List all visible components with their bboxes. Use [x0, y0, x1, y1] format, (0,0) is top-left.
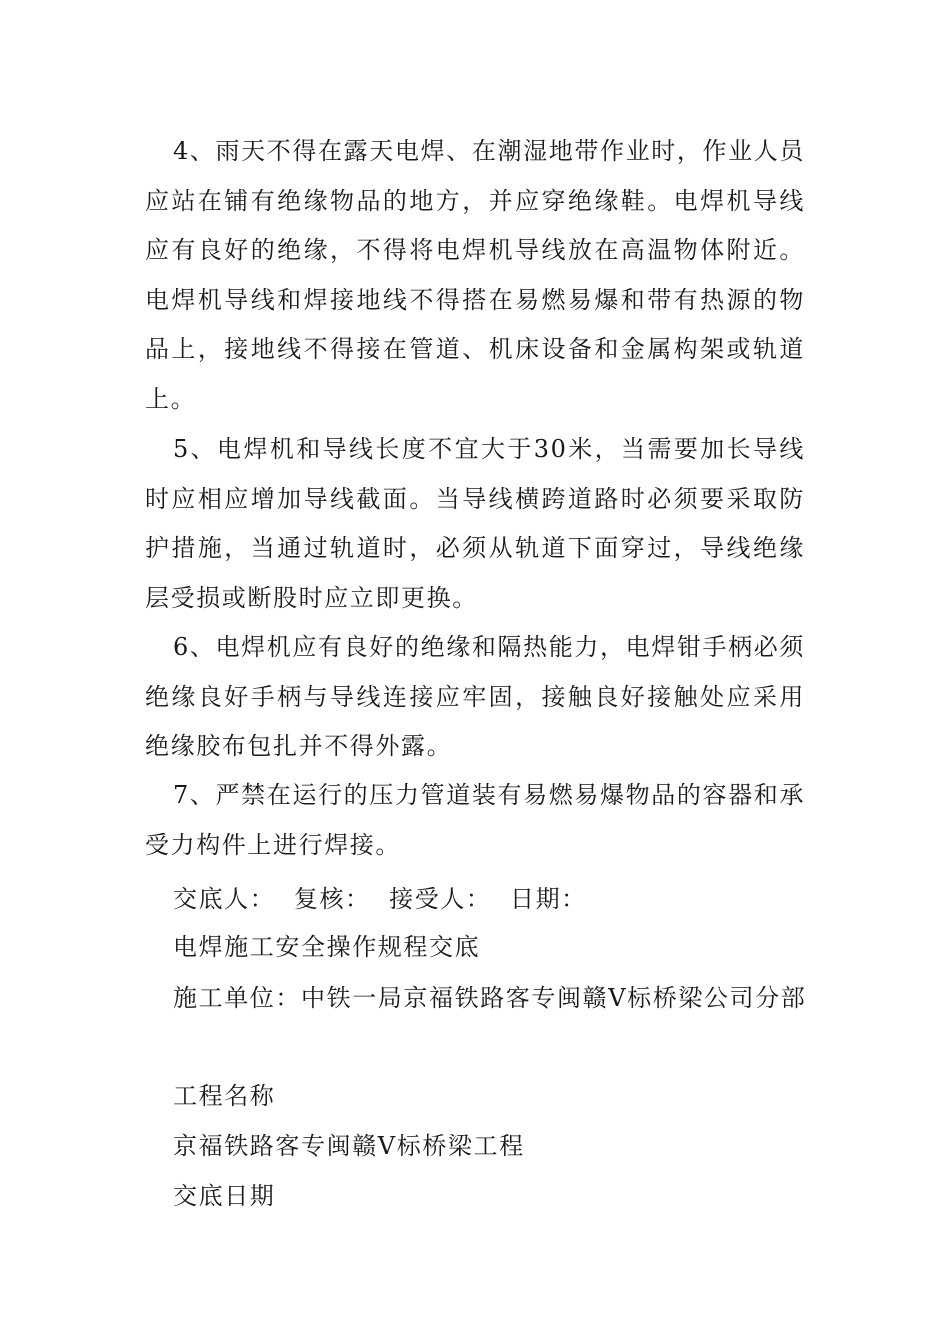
document-title: 电焊施工安全操作规程交底	[173, 933, 481, 961]
paragraph-item-7: 7、严禁在运行的压力管道装有易燃易爆物品的容器和承受力构件上进行焊接。	[145, 781, 805, 859]
paragraph-item-6: 6、电焊机应有良好的绝缘和隔热能力，电焊钳手柄必须绝缘良好手柄与导线连接应牢固，接触良好接触处应采用绝缘胶布包扎并不得外露。	[145, 633, 805, 760]
signature-line: 交底人： 复核： 接受人： 日期：	[173, 885, 587, 913]
handover-date-label: 交底日期	[173, 1182, 276, 1210]
paragraph-item-5: 5、电焊机和导线长度不宜大于30米，当需要加长导线时应相应增加导线截面。当导线横跨道路时必须要采取防护措施，当通过轨道时，必须从轨道下面穿过，导线绝缘层受损或断股时应立即更换。	[145, 435, 805, 612]
paragraph-item-4: 4、雨天不得在露天电焊、在潮湿地带作业时，作业人员应站在铺有绝缘物品的地方，并应穿绝缘鞋。电焊机导线应有良好的绝缘，不得将电焊机导线放在高温物体附近。电焊机导线和焊接地线不得搭在易燃易爆和带有热源的物品上，接地线不得接在管道、机床设备和金属构架或轨道上。	[145, 137, 805, 413]
project-name-label: 工程名称	[173, 1082, 276, 1110]
construction-unit: 施工单位：中铁一局京福铁路客专闽赣Ⅴ标桥梁公司分部	[173, 984, 807, 1012]
project-name-value: 京福铁路客专闽赣Ⅴ标桥梁工程	[173, 1132, 525, 1160]
